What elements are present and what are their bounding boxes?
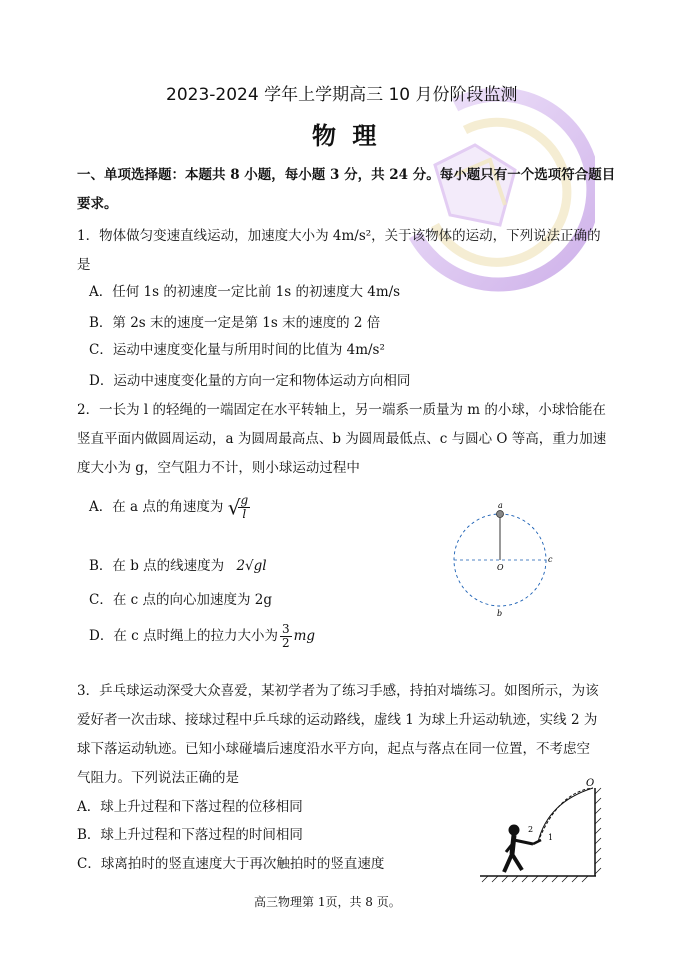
q1-stem-line1: 1．物体做匀变速直线运动，加速度大小为 4m/s²，关于该物体的运动，下列说法正确的 <box>77 228 601 244</box>
q3-stem-line3: 球下落运动轨迹。已知小球碰墙后速度沿水平方向，起点与落点在同一位置，不考虑空 <box>77 741 590 757</box>
page-footer: 高三物理第 1页，共 8 页。 <box>254 895 401 909</box>
q2-stem-line2: 竖直平面内做圆周运动，a 为圆周最高点、b 为圆周最低点、c 与圆心 O 等高，重力加速 <box>77 431 607 447</box>
wall-hatching <box>595 788 601 874</box>
q3-stem-line1: 3．乒乓球运动深受大众喜爱，某初学者为了练习手感，持拍对墙练习。如图所示，为该 <box>77 683 599 699</box>
q3-option-b: B．球上升过程和下落过程的时间相同 <box>77 827 303 843</box>
q2-option-a-numerator: g <box>240 493 249 507</box>
q1-stem-line2: 是 <box>77 257 91 273</box>
q2-option-b-text: B．在 b 点的线速度为 <box>89 558 225 574</box>
label-a: a <box>498 501 503 510</box>
watermark-logo <box>395 85 595 300</box>
label-c: c <box>548 555 553 564</box>
trajectory-2-falling <box>538 788 593 842</box>
q2-option-b-value: 2√gl <box>236 558 267 574</box>
q3-stem-line4: 气阻力。下列说法正确的是 <box>77 770 239 786</box>
label-2: 2 <box>528 825 534 834</box>
q2-option-b <box>89 554 267 574</box>
q2-stem-line3: 度大小为 g，空气阻力不计，则小球运动过程中 <box>77 460 360 476</box>
q2-option-d-text: D．在 c 点时绳上的拉力大小为 <box>89 628 278 644</box>
circle-motion-figure <box>448 500 558 620</box>
section-heading-line1: 一、单项选择题：本题共 8 小题，每小题 3 分，共 24 分。每小题只有一个选项符合题目 <box>77 167 616 183</box>
sqrt-expression: √ $\frac{g}{l}$ <box>227 493 249 521</box>
q2-option-d <box>89 623 315 650</box>
ping-pong-figure <box>478 772 608 884</box>
paddle <box>533 840 541 844</box>
q1-option-b: B．第 2s 末的速度一定是第 1s 末的速度的 2 倍 <box>89 315 381 331</box>
q2-option-a <box>89 494 252 521</box>
section-heading-line2: 要求。 <box>77 196 118 212</box>
q1-option-a: A．任何 1s 的初速度一定比前 1s 的初速度大 4m/s <box>89 284 401 300</box>
q2-option-a-text: A．在 a 点的角速度为 <box>89 499 224 515</box>
q3-option-c: C．球离拍时的竖直速度大于再次触拍时的竖直速度 <box>77 856 385 872</box>
label-O-wall: O <box>586 778 595 789</box>
q3-option-a: A．球上升过程和下落过程的位移相同 <box>77 799 303 815</box>
q2-option-c: C．在 c 点的向心加速度为 2g <box>89 592 272 608</box>
q2-stem-line1: 2．一长为 l 的轻绳的一端固定在水平转轴上，另一端系一质量为 m 的小球，小球恰能在 <box>77 402 606 418</box>
q1-option-c: C．运动中速度变化量与所用时间的比值为 4m/s² <box>89 342 385 358</box>
q3-stem-line2: 爱好者一次击球、接球过程中乒乓球的运动路线，虚线 1 为球上升运动轨迹，实线 2 为 <box>77 712 598 728</box>
label-O: O <box>497 563 504 572</box>
label-1: 1 <box>548 833 554 842</box>
ground-hatching <box>482 876 588 882</box>
subject-title: 物 理 <box>312 121 381 150</box>
label-b: b <box>497 609 503 618</box>
q2-option-d-numerator: 3 <box>281 622 290 636</box>
q2-option-a-denominator: l <box>242 507 247 521</box>
q2-option-d-denominator: 2 <box>281 636 290 650</box>
q2-option-d-unit: mg <box>293 628 316 644</box>
ball <box>497 511 504 518</box>
q1-option-d: D．运动中速度变化量的方向一定和物体运动方向相同 <box>89 373 411 389</box>
trajectory-1-rising <box>538 788 593 842</box>
exam-title: 2023-2024 学年上学期高三 10 月份阶段监测 <box>166 85 518 105</box>
